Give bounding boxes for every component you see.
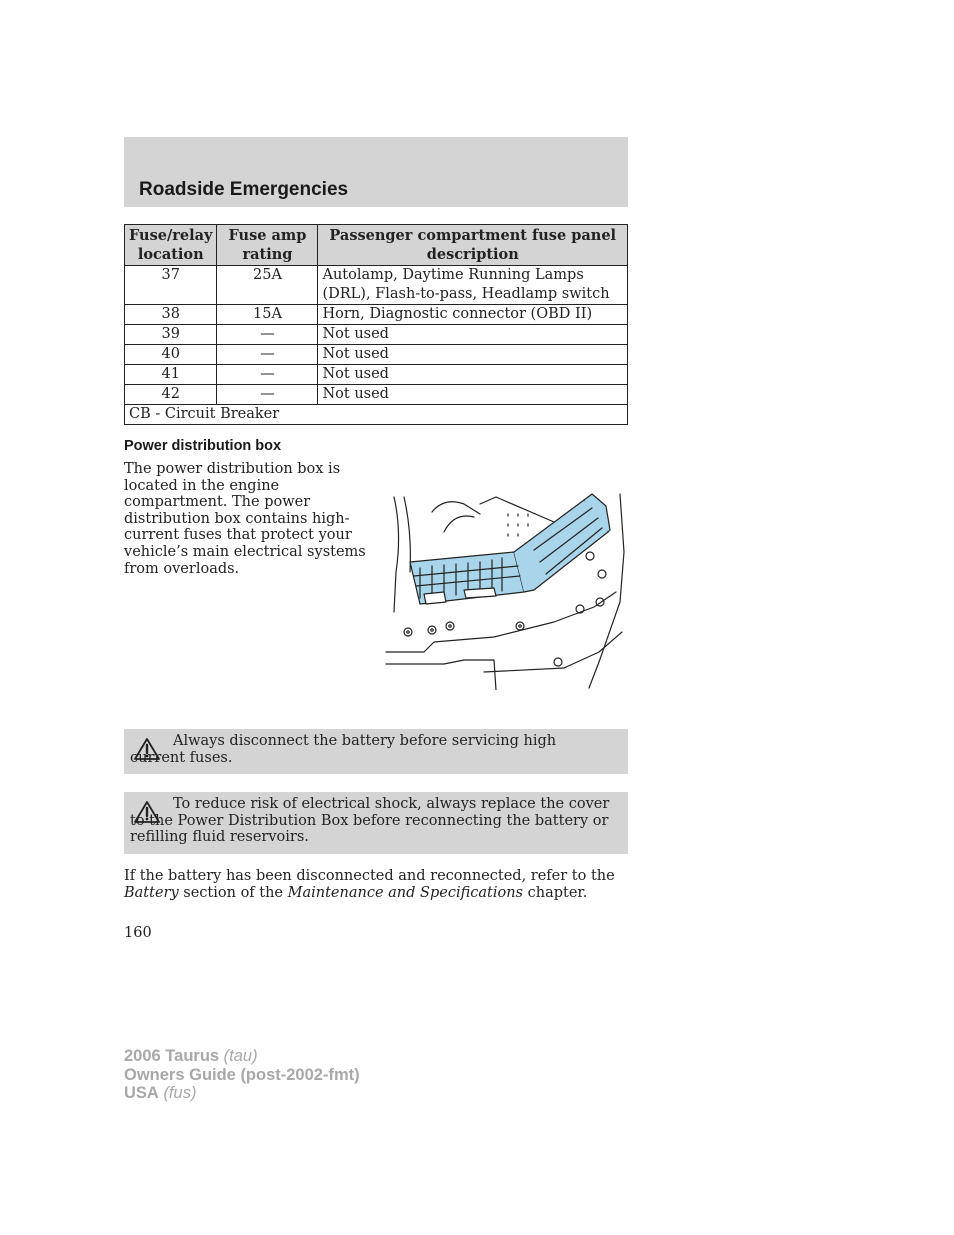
table-row xyxy=(125,385,628,405)
footer-market-code: (fus) xyxy=(163,1084,197,1102)
column-header-description: Passenger compartment fuse panel description xyxy=(318,225,628,266)
cell-description: Horn, Diagnostic connector (OBD II) xyxy=(318,305,628,325)
warning-box xyxy=(124,729,628,774)
fuse-table xyxy=(124,224,628,425)
cell-rating: — xyxy=(217,325,318,345)
cell-rating: — xyxy=(217,365,318,385)
document-footer xyxy=(124,1047,360,1103)
cell-location: 40 xyxy=(125,345,217,365)
table-row xyxy=(125,365,628,385)
page-number: 160 xyxy=(124,925,152,941)
cell-rating: — xyxy=(217,385,318,405)
cell-location: 39 xyxy=(125,325,217,345)
table-row xyxy=(125,266,628,305)
warning-text: Always disconnect the battery before servicing high current fuses. xyxy=(130,733,557,766)
closing-text-3: chapter. xyxy=(523,885,588,901)
cell-description: Autolamp, Daytime Running Lamps (DRL), Flash-to-pass, Headlamp switch xyxy=(318,266,628,305)
table-footnote: CB - Circuit Breaker xyxy=(125,405,628,425)
closing-text-1: If the battery has been disconnected and reconnected, refer to the xyxy=(124,868,615,884)
warning-text: To reduce risk of electrical shock, always replace the cover to the Power Distribution Box before reconnecting the battery or refilling fluid reservoirs. xyxy=(130,796,610,846)
cell-rating: 15A xyxy=(217,305,318,325)
cell-rating: 25A xyxy=(217,266,318,305)
page-title: Roadside Emergencies xyxy=(139,179,349,200)
column-header-location: Fuse/relay location xyxy=(125,225,217,266)
table-row xyxy=(125,305,628,325)
cell-location: 37 xyxy=(125,266,217,305)
table-row xyxy=(125,325,628,345)
cell-description: Not used xyxy=(318,385,628,405)
footer-line-model xyxy=(124,1047,360,1066)
cell-rating: — xyxy=(217,345,318,365)
cell-location: 42 xyxy=(125,385,217,405)
battery-reference: Battery xyxy=(124,885,179,901)
footer-line-guide xyxy=(124,1066,360,1085)
footer-model: 2006 Taurus xyxy=(124,1047,220,1065)
cell-location: 41 xyxy=(125,365,217,385)
cell-description: Not used xyxy=(318,325,628,345)
intro-paragraph: The power distribution box is located in the engine compartment. The power distribution box contains high-current fuses that protect your vehicle’s main electrical systems from overloads. xyxy=(124,461,366,577)
warning-box xyxy=(124,792,628,854)
section-heading: Power distribution box xyxy=(124,438,282,454)
header-band xyxy=(124,137,628,207)
closing-text-2: section of the xyxy=(178,885,288,901)
cell-location: 38 xyxy=(125,305,217,325)
chapter-reference: Maintenance and Specifications xyxy=(287,885,523,901)
table-row xyxy=(125,345,628,365)
power-distribution-box-illustration xyxy=(384,492,628,690)
table-footnote-row xyxy=(125,405,628,425)
table-header-row xyxy=(125,225,628,266)
footer-line-market xyxy=(124,1084,360,1103)
cell-description: Not used xyxy=(318,365,628,385)
footer-guide: Owners Guide (post-2002-fmt) xyxy=(124,1065,360,1084)
footer-market: USA xyxy=(124,1084,159,1102)
column-header-rating: Fuse amp rating xyxy=(217,225,318,266)
footer-model-code: (tau) xyxy=(223,1047,258,1065)
closing-paragraph xyxy=(124,868,628,902)
cell-description: Not used xyxy=(318,345,628,365)
